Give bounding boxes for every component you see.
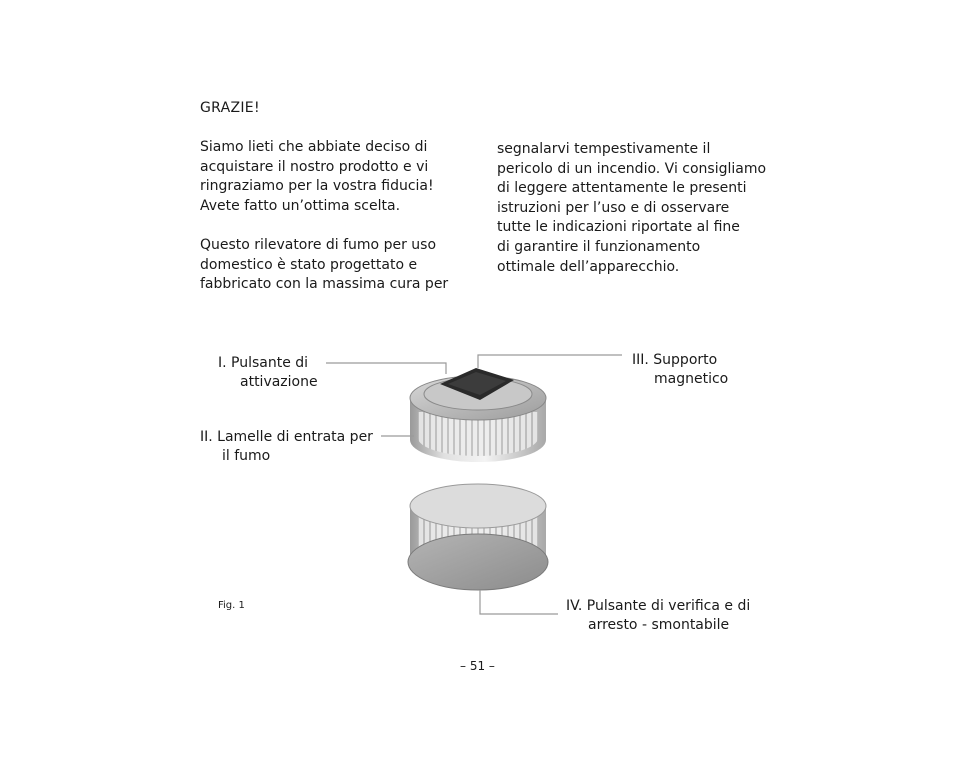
- label-test-button: IV. Pulsante di verifica e di arresto - smontabile: [566, 598, 751, 633]
- text-line: acquistare il nostro prodotto e vi: [200, 158, 429, 175]
- text-line: tutte le indicazioni riportate al fine: [497, 219, 740, 236]
- text-line: ringraziamo per la vostra fiducia!: [200, 178, 434, 195]
- text-line: ottimale dell’apparecchio.: [497, 258, 680, 275]
- text-line: domestico è stato progettato e: [200, 256, 418, 273]
- label-activation-button: I. Pulsante di attivazione: [218, 355, 318, 390]
- test-button-icon: [408, 534, 548, 590]
- text-line: Questo rilevatore di fumo per uso: [200, 236, 437, 253]
- label-magnetic-support: III. Supporto magnetico: [632, 352, 729, 387]
- label-smoke-inlet: II. Lamelle di entrata per il fumo: [200, 429, 373, 464]
- detector-top-unit: [410, 368, 546, 462]
- text-line: istruzioni per l’uso e di osservare: [497, 199, 730, 216]
- text-line: Avete fatto un’ottima scelta.: [200, 197, 401, 214]
- detector-bottom-unit: [408, 484, 548, 590]
- text-line: fabbricato con la massima cura per: [200, 276, 449, 293]
- text-line: pericolo di un incendio. Vi consigliamo: [497, 160, 767, 177]
- text-line: di garantire il funzionamento: [497, 238, 701, 255]
- text-line: Siamo lieti che abbiate deciso di: [200, 139, 428, 155]
- figure-caption: Fig. 1: [218, 600, 245, 611]
- text-line: di leggere attentamente le presenti: [497, 180, 747, 197]
- page-number: – 51 –: [460, 659, 495, 673]
- text-line: segnalarvi tempestivamente il: [497, 141, 711, 157]
- page-heading: GRAZIE!: [200, 100, 260, 116]
